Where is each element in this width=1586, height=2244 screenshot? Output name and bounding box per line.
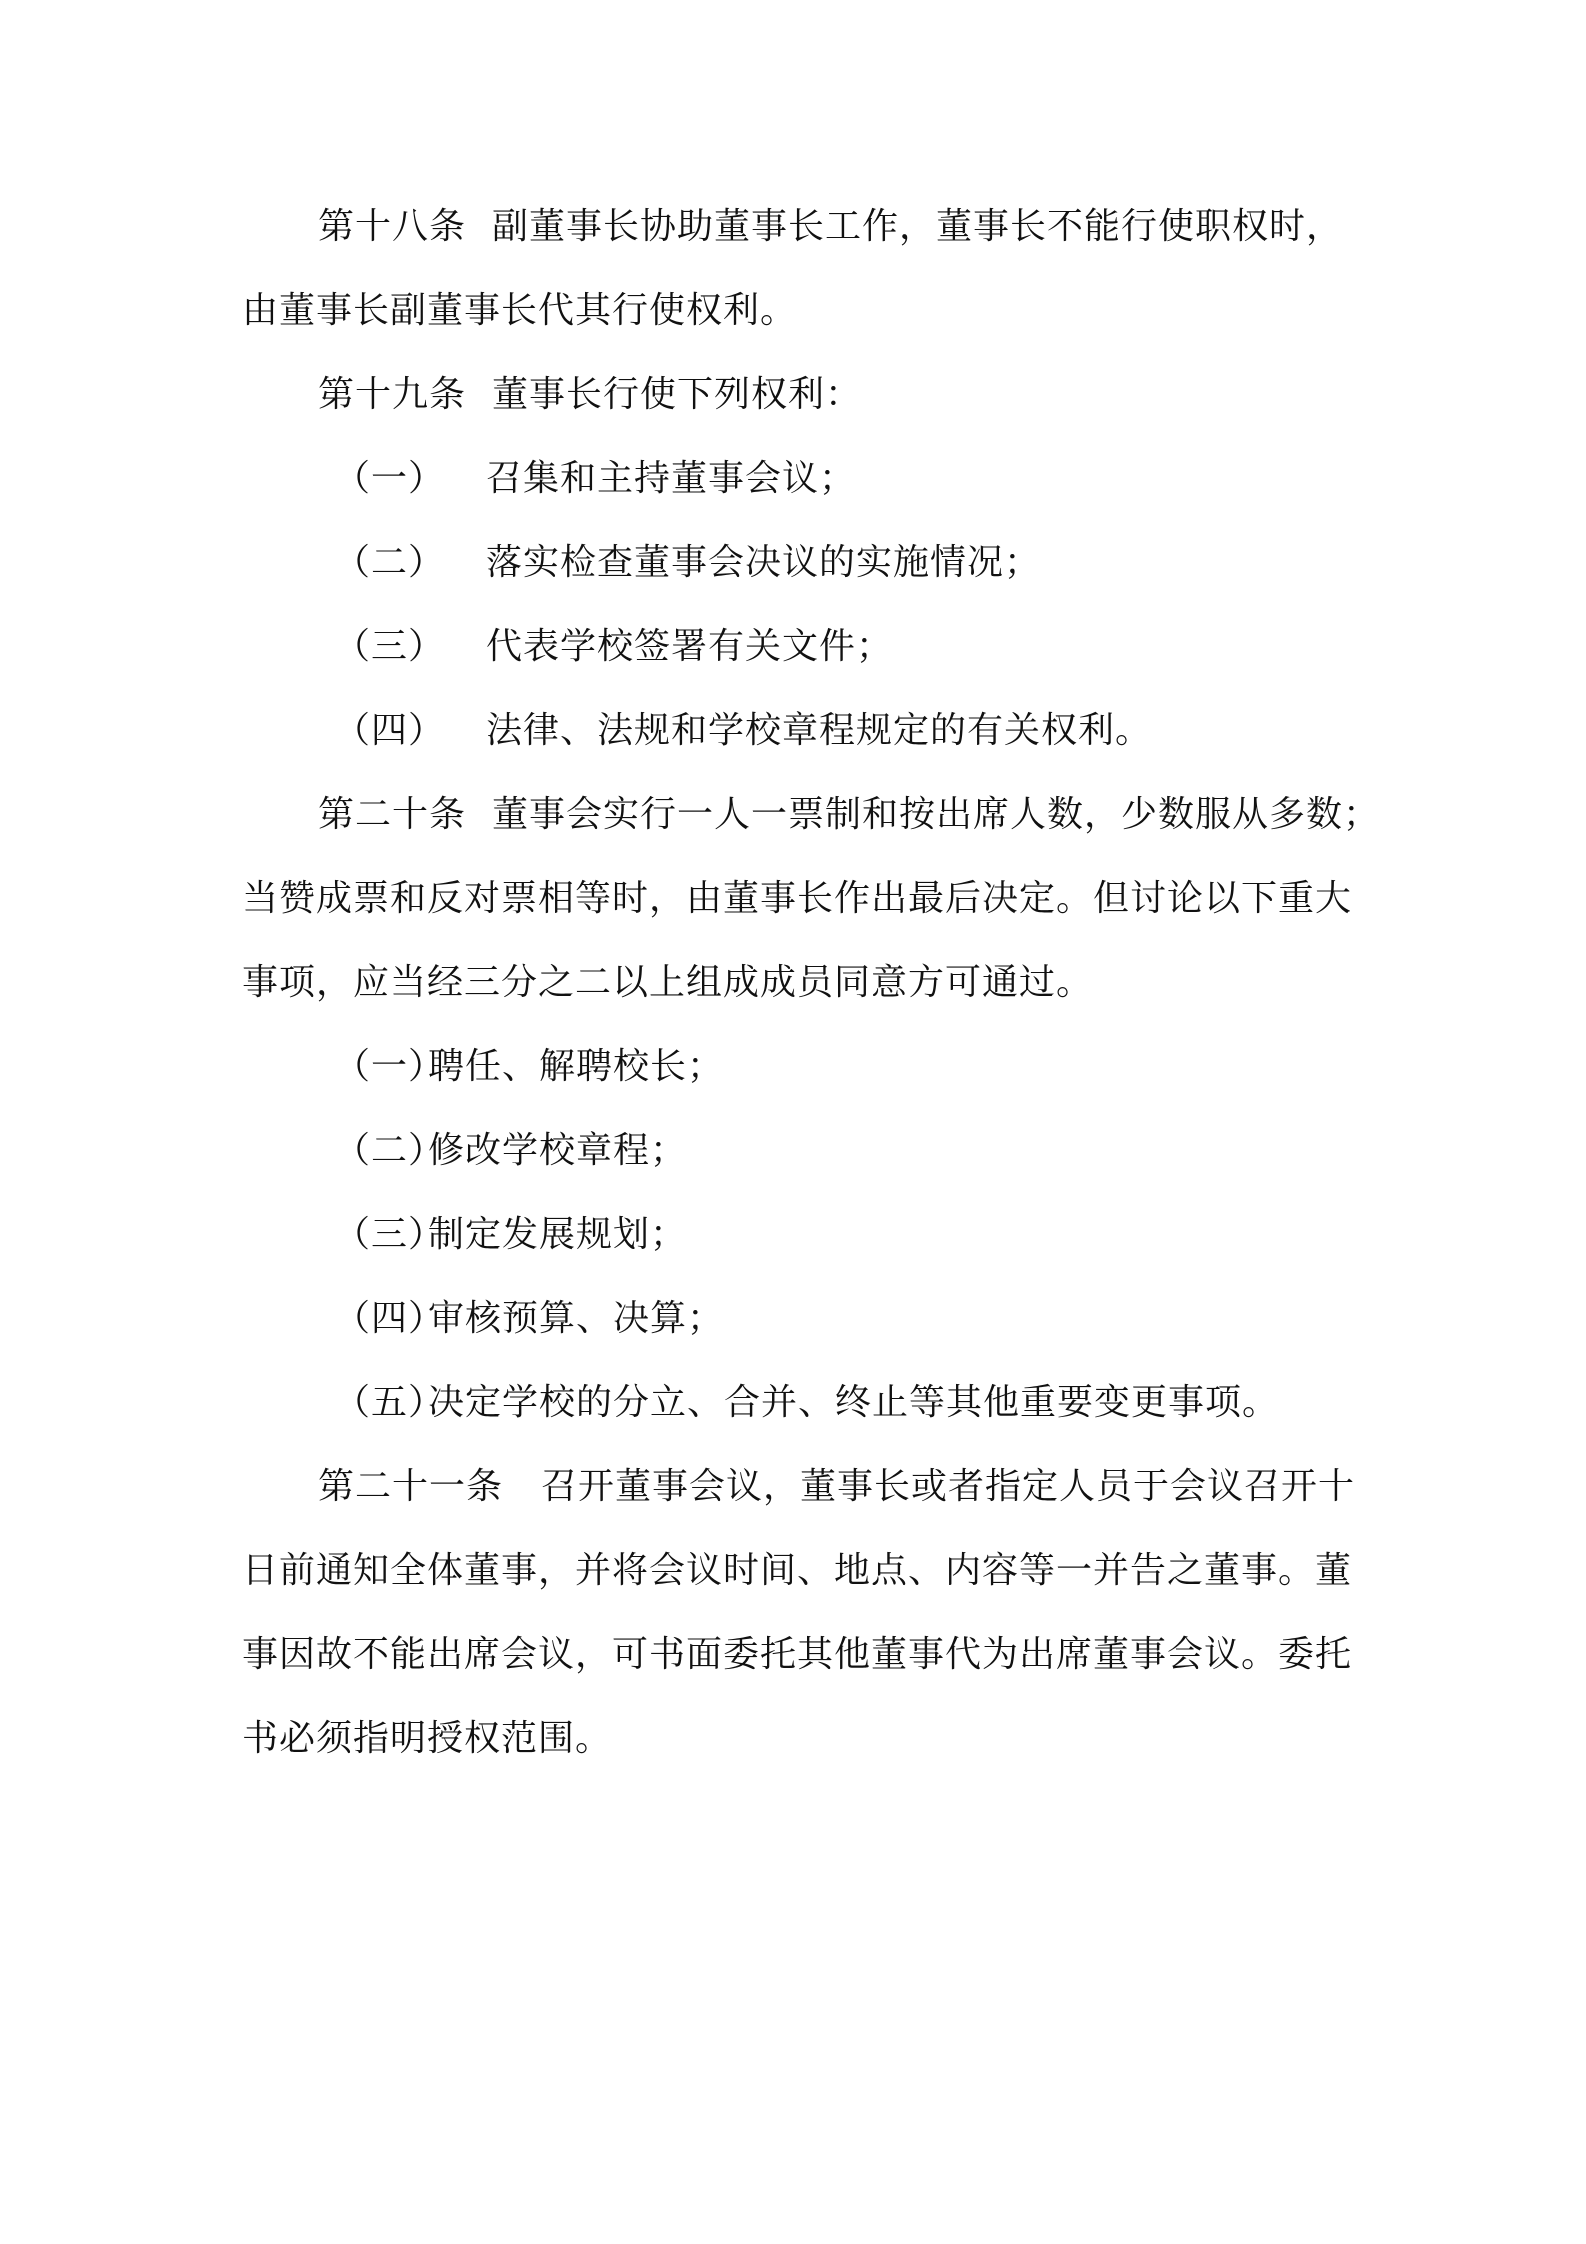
article-21-line-2: 日前通知全体董事，并将会议时间、地点、内容等一并告之董事。董: [242, 1550, 1353, 1591]
article-20-label: 第二十条: [318, 794, 467, 835]
article-21-line-1: [318, 1465, 1355, 1509]
item-number: （三）: [334, 1214, 446, 1255]
article-19-text: 董事长行使下列权利：: [492, 374, 863, 415]
item-text: 决定学校的分立、合并、终止等其他重要变更事项。: [428, 1382, 1280, 1423]
item-number: （四）: [334, 1298, 446, 1339]
article-20-line-3: 事项，应当经三分之二以上组成成员同意方可通过。: [242, 962, 1094, 1003]
article-21-line-4: 书必须指明授权范围。: [242, 1718, 613, 1759]
article-20-item-4: [334, 1297, 724, 1341]
article-19-item-4: [334, 709, 1152, 753]
article-19-label: 第十九条: [318, 374, 467, 415]
article-19-line-1: [318, 373, 862, 417]
article-20-text: 董事会实行一人一票制和按出席人数，少数服从多数；: [492, 794, 1381, 835]
item-text: 制定发展规划；: [428, 1214, 688, 1255]
item-text: 法律、法规和学校章程规定的有关权利。: [486, 710, 1153, 751]
article-20-item-5: [334, 1381, 1279, 1425]
article-19-item-1: [334, 457, 856, 501]
article-20-item-2: [334, 1129, 687, 1173]
article-18-line-2: 由董事长副董事长代其行使权利。: [242, 290, 798, 331]
item-text: 聘任、解聘校长；: [428, 1046, 725, 1087]
article-18-text: 副董事长协助董事长工作，董事长不能行使职权时，: [492, 206, 1344, 247]
item-text: 召集和主持董事会议；: [486, 458, 857, 499]
item-number: （五）: [334, 1382, 446, 1423]
article-21-text: 召开董事会议，董事长或者指定人员于会议召开十: [541, 1466, 1356, 1507]
article-18-label: 第十八条: [318, 206, 467, 247]
item-text: 落实检查董事会决议的实施情况；: [486, 542, 1042, 583]
item-number: （一）: [334, 1046, 446, 1087]
item-number: （三）: [334, 626, 446, 667]
item-number: （二）: [334, 542, 446, 583]
item-number: （二）: [334, 1130, 446, 1171]
article-19-item-2: [334, 541, 1041, 585]
item-text: 代表学校签署有关文件；: [486, 626, 894, 667]
article-21-line-3: 事因故不能出席会议，可书面委托其他董事代为出席董事会议。委托: [242, 1634, 1353, 1675]
item-text: 修改学校章程；: [428, 1130, 688, 1171]
article-18-line-1: [318, 205, 1343, 249]
item-number: （四）: [334, 710, 446, 751]
article-20-item-3: [334, 1213, 687, 1257]
article-21-label: 第二十一条: [318, 1466, 504, 1507]
article-20-line-1: [318, 793, 1380, 837]
item-text: 审核预算、决算；: [428, 1298, 725, 1339]
article-20-item-1: [334, 1045, 724, 1089]
item-number: （一）: [334, 458, 446, 499]
article-20-line-2: 当赞成票和反对票相等时，由董事长作出最后决定。但讨论以下重大: [242, 878, 1353, 919]
article-19-item-3: [334, 625, 893, 669]
